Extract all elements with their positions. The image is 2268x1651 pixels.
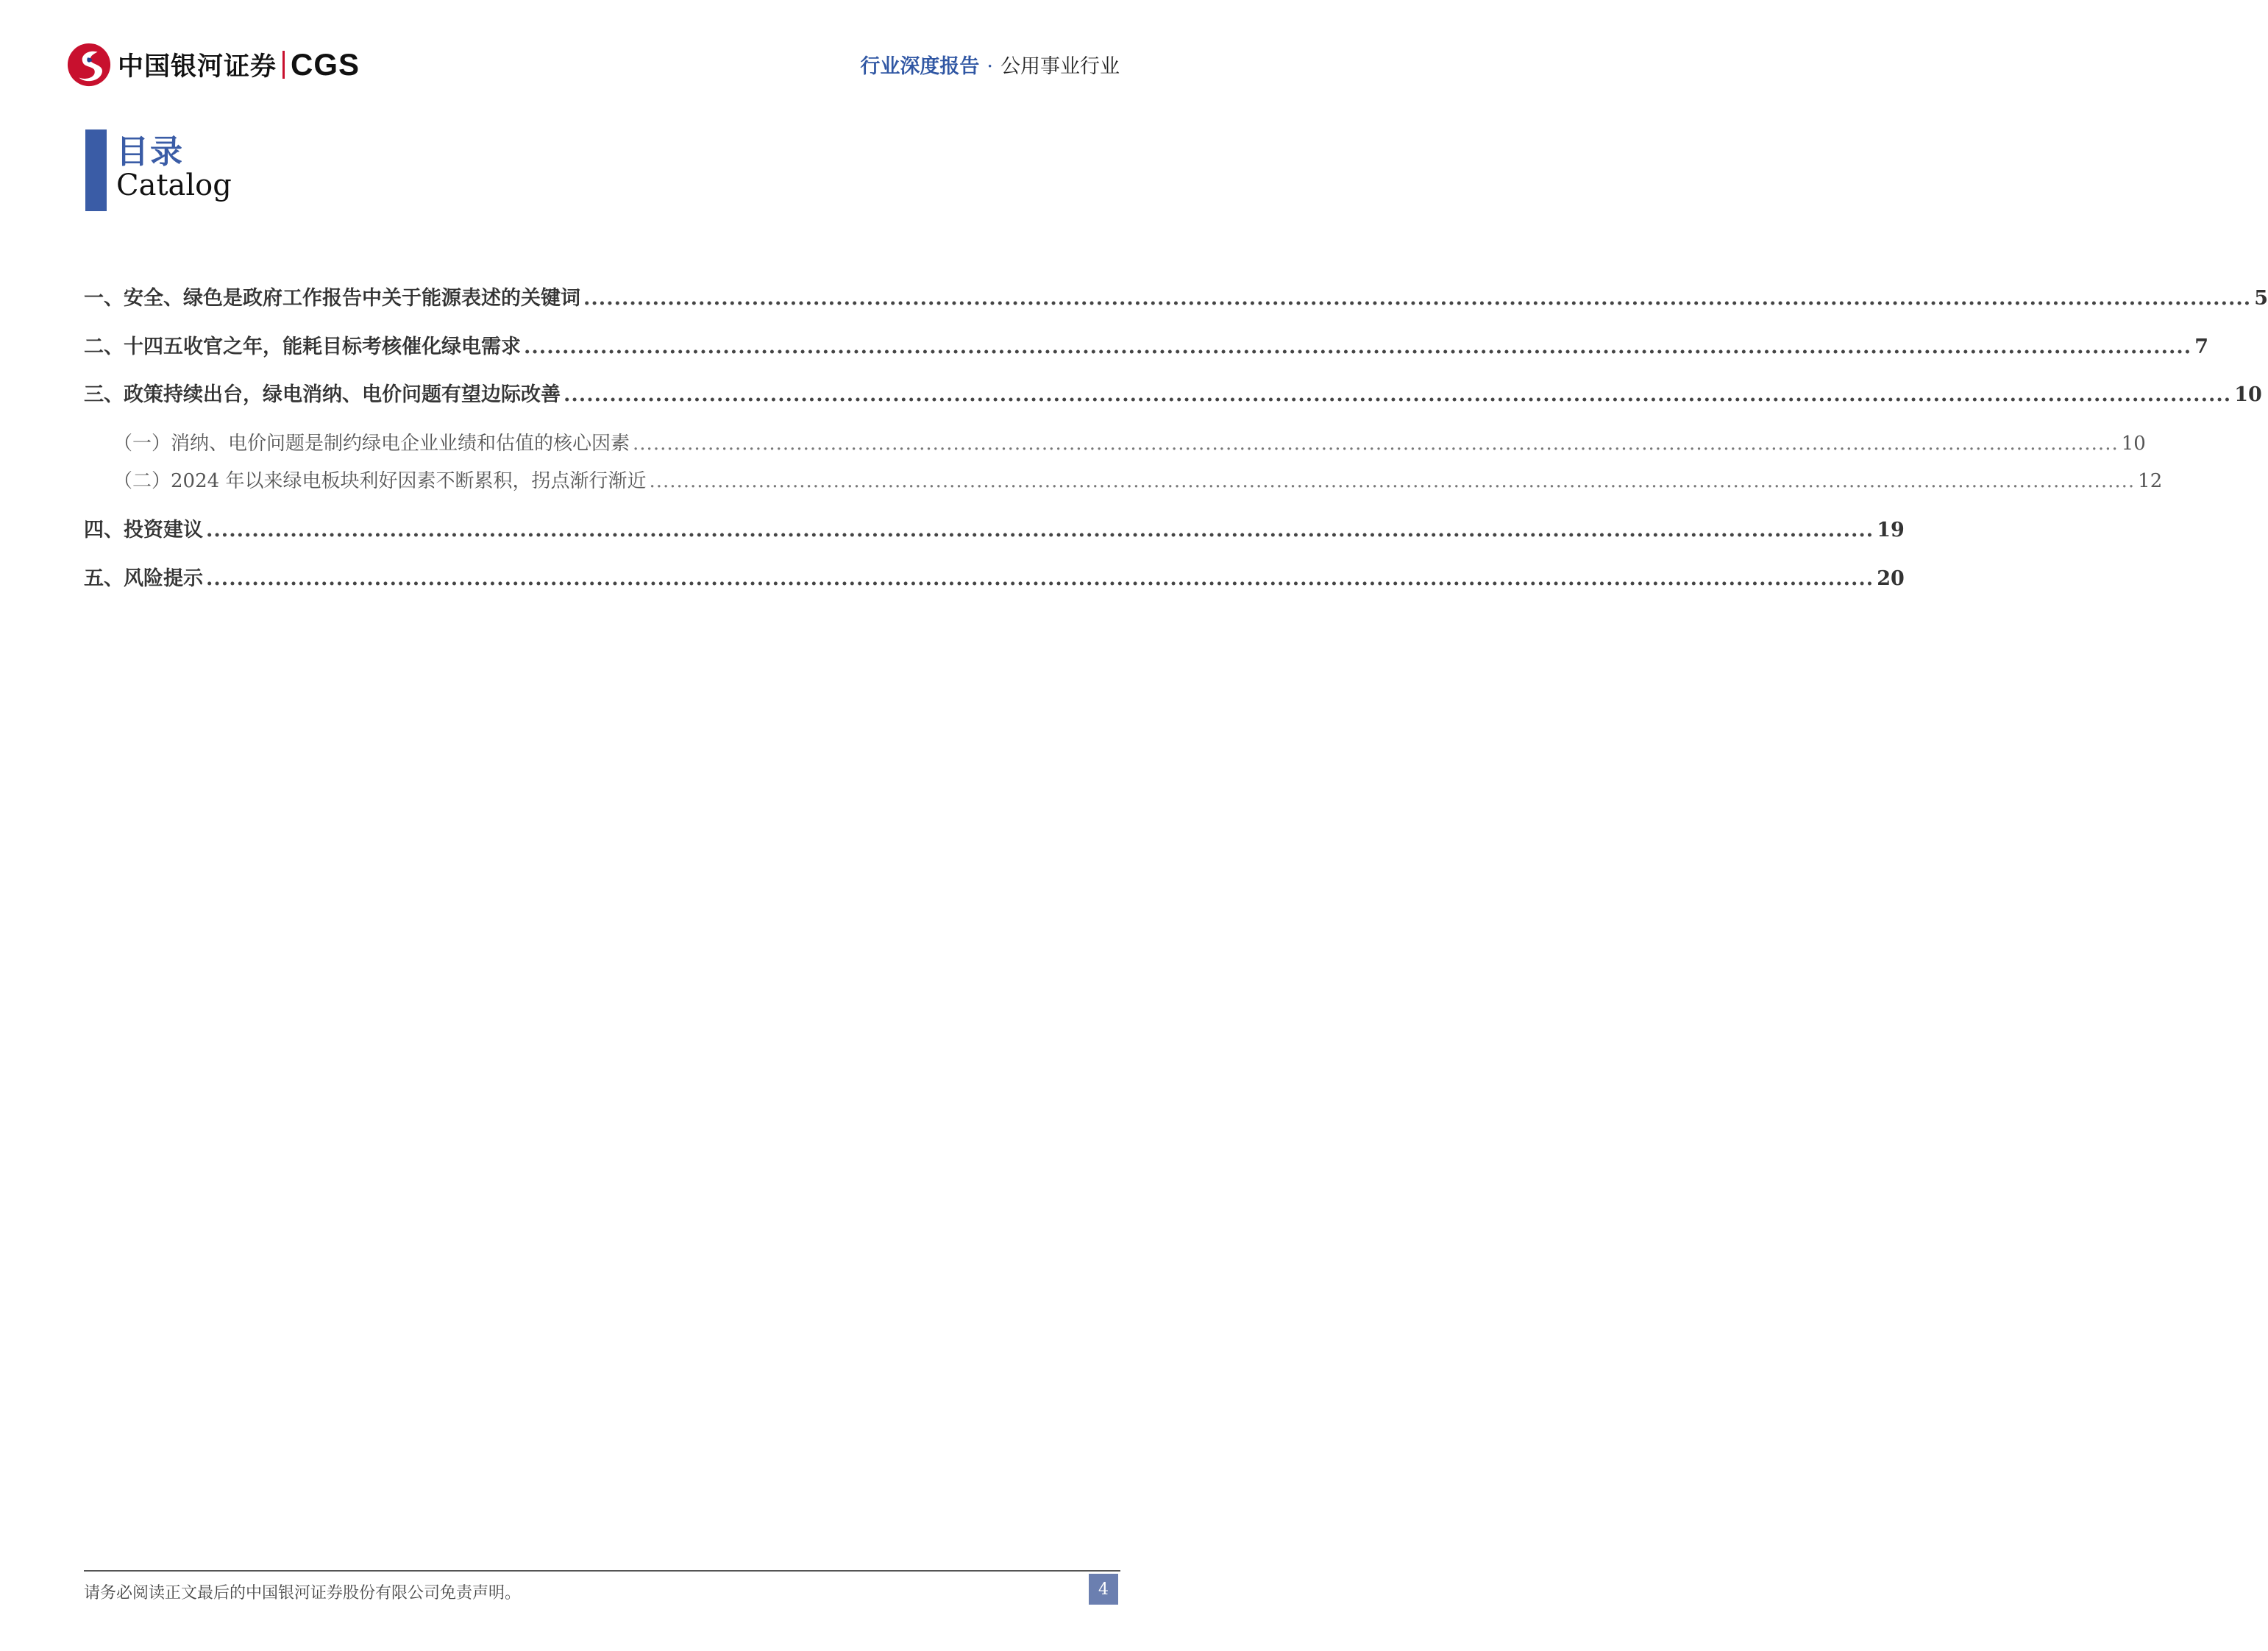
logo-english-name: CGS bbox=[291, 47, 360, 82]
toc-entry-number: 四、 bbox=[84, 519, 124, 542]
toc-entry-4[interactable] bbox=[84, 514, 1905, 542]
catalog-title-en: Catalog bbox=[116, 168, 232, 202]
toc-entry-number: （二） bbox=[113, 470, 171, 492]
galaxy-logo-icon bbox=[66, 42, 112, 88]
report-type: 行业深度报告 bbox=[860, 55, 980, 78]
toc-entry-page: 20 bbox=[1877, 567, 1905, 590]
toc-dot-leader: .......................................................................................................................................................................................................................... bbox=[649, 470, 2136, 492]
toc-entry-number: 二、 bbox=[84, 335, 124, 358]
page-number: 4 bbox=[1089, 1574, 1118, 1605]
toc-subentry-2[interactable] bbox=[84, 466, 2163, 493]
toc-entry-title: 消纳、电价问题是制约绿电企业业绩和估值的核心因素 bbox=[171, 433, 630, 455]
toc-entry-title: 风险提示 bbox=[124, 567, 203, 590]
catalog-title-cn: 目录 bbox=[116, 133, 184, 171]
logo-divider bbox=[282, 51, 285, 79]
toc-entry-5[interactable] bbox=[84, 562, 1905, 591]
report-industry: 公用事业行业 bbox=[1000, 55, 1120, 78]
toc-dot-leader: .......................................................................................................................................................................................................................... bbox=[206, 519, 1874, 542]
report-header-info bbox=[860, 50, 1120, 79]
toc-entry-page: 5 bbox=[2254, 287, 2268, 310]
toc-entry-page: 7 bbox=[2194, 335, 2208, 358]
toc-entry-number: 一、 bbox=[84, 287, 124, 310]
toc-dot-leader: .......................................................................................................................................................................................................................... bbox=[633, 433, 2119, 455]
toc-entry-page: 12 bbox=[2138, 470, 2163, 492]
toc-entry-title: 投资建议 bbox=[124, 519, 203, 542]
catalog-title-bar bbox=[85, 129, 107, 211]
toc-entry-page: 10 bbox=[2234, 383, 2262, 406]
cgs-logo bbox=[66, 43, 360, 87]
toc-entry-number: 三、 bbox=[84, 383, 124, 406]
toc-entry-number: 五、 bbox=[84, 567, 124, 590]
toc-dot-leader: .......................................................................................................................................................................................................................... bbox=[583, 287, 2252, 310]
toc-entry-page: 10 bbox=[2121, 433, 2146, 455]
logo-chinese-name: 中国银河证券 bbox=[118, 52, 277, 82]
header-separator: · bbox=[987, 55, 993, 78]
toc-entry-title: 2024 年以来绿电板块利好因素不断累积，拐点渐行渐近 bbox=[171, 470, 647, 492]
footer-disclaimer: 请务必阅读正文最后的中国银河证券股份有限公司免责声明。 bbox=[84, 1584, 522, 1602]
toc-dot-leader: .......................................................................................................................................................................................................................... bbox=[564, 383, 2232, 406]
toc-entry-title: 十四五收官之年，能耗目标考核催化绿电需求 bbox=[124, 335, 521, 358]
toc-entry-3[interactable] bbox=[84, 378, 2262, 407]
toc-entry-2[interactable] bbox=[84, 330, 2208, 359]
toc-entry-page: 19 bbox=[1877, 519, 1905, 542]
toc-entry-1[interactable] bbox=[84, 282, 2268, 310]
toc-entry-title: 安全、绿色是政府工作报告中关于能源表述的关键词 bbox=[124, 287, 580, 310]
toc-dot-leader: .......................................................................................................................................................................................................................... bbox=[524, 335, 2192, 358]
toc-entry-title: 政策持续出台，绿电消纳、电价问题有望边际改善 bbox=[124, 383, 561, 406]
footer-divider bbox=[84, 1570, 1120, 1572]
toc-subentry-1[interactable] bbox=[84, 428, 2146, 455]
toc-dot-leader: .......................................................................................................................................................................................................................... bbox=[206, 567, 1874, 590]
toc-entry-number: （一） bbox=[113, 433, 171, 455]
